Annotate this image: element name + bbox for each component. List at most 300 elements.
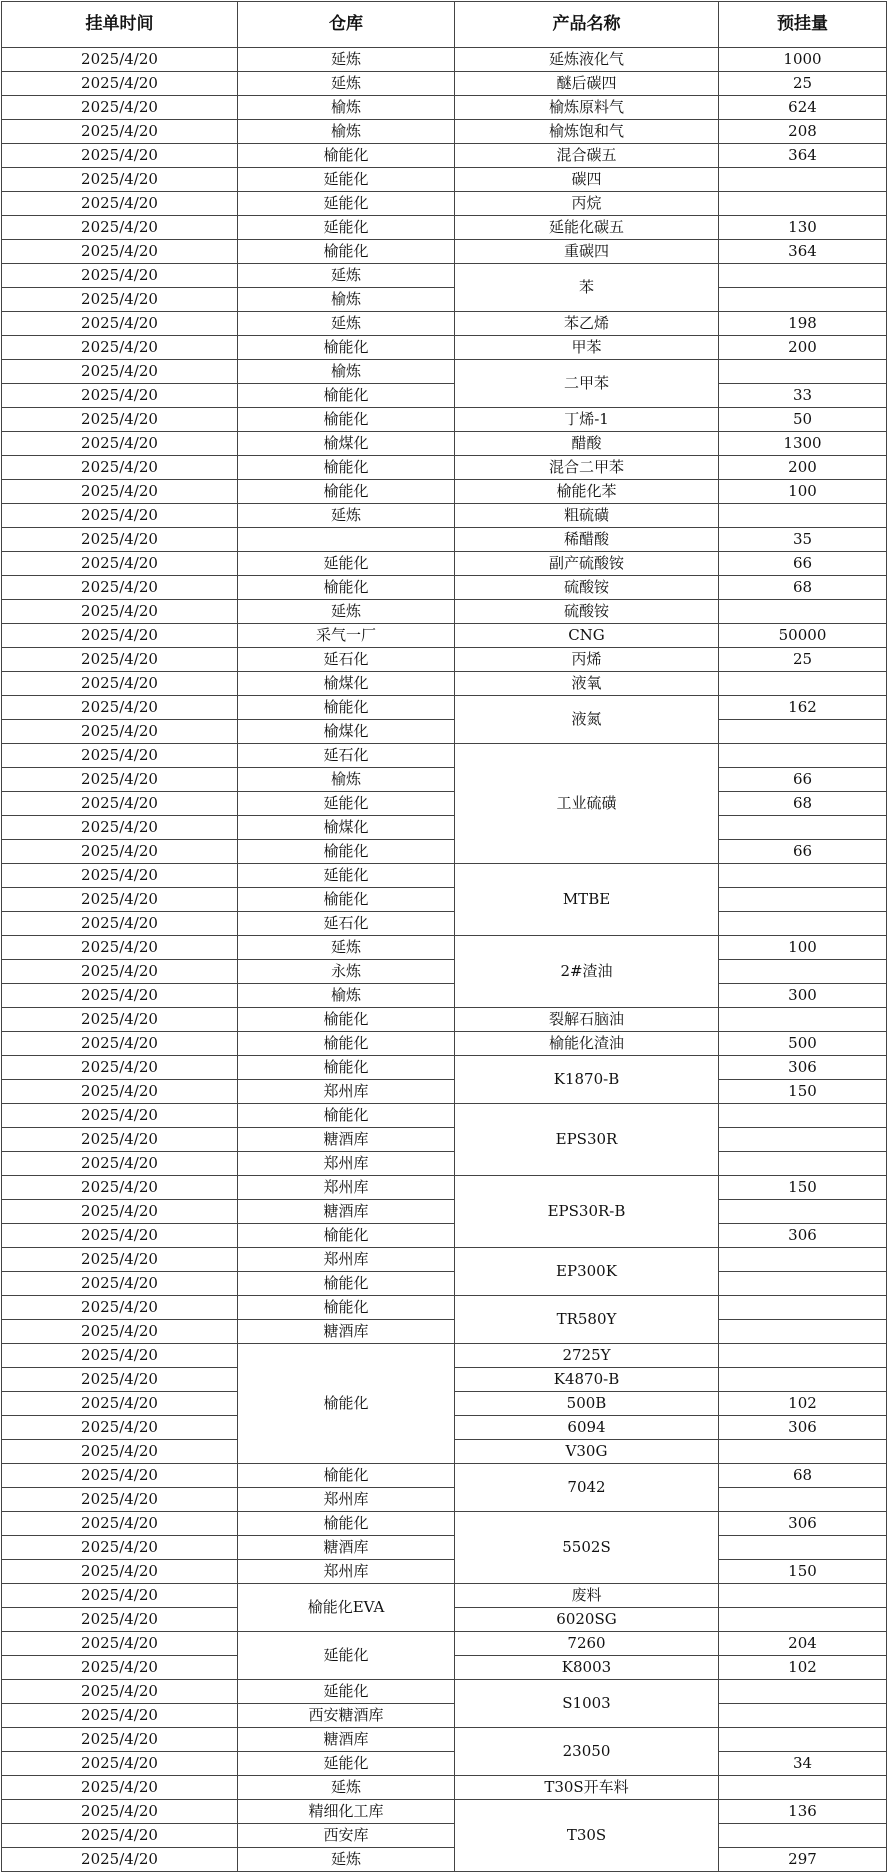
cell-date: 2025/4/20 bbox=[2, 744, 238, 768]
cell-date: 2025/4/20 bbox=[2, 1584, 238, 1608]
cell-product: V30G bbox=[455, 1440, 719, 1464]
table-row bbox=[2, 1200, 887, 1224]
cell-quantity bbox=[719, 1680, 887, 1704]
cell-quantity bbox=[719, 912, 887, 936]
cell-warehouse: 榆能化EVA bbox=[238, 1584, 455, 1632]
cell-date: 2025/4/20 bbox=[2, 336, 238, 360]
cell-date: 2025/4/20 bbox=[2, 216, 238, 240]
cell-date: 2025/4/20 bbox=[2, 144, 238, 168]
cell-warehouse: 榆能化 bbox=[238, 1056, 455, 1080]
table-row bbox=[2, 1032, 887, 1056]
cell-product: S1003 bbox=[455, 1680, 719, 1728]
table-row bbox=[2, 1728, 887, 1752]
table-row bbox=[2, 216, 887, 240]
cell-product: 丁烯-1 bbox=[455, 408, 719, 432]
cell-date: 2025/4/20 bbox=[2, 192, 238, 216]
cell-product: 6094 bbox=[455, 1416, 719, 1440]
table-row bbox=[2, 480, 887, 504]
table-row bbox=[2, 288, 887, 312]
cell-warehouse: 延炼 bbox=[238, 1776, 455, 1800]
header-product: 产品名称 bbox=[455, 2, 719, 48]
cell-warehouse: 榆煤化 bbox=[238, 816, 455, 840]
cell-quantity: 100 bbox=[719, 480, 887, 504]
cell-quantity: 624 bbox=[719, 96, 887, 120]
cell-warehouse: 榆能化 bbox=[238, 840, 455, 864]
table-row bbox=[2, 1272, 887, 1296]
table-row bbox=[2, 1800, 887, 1824]
cell-quantity bbox=[719, 168, 887, 192]
cell-warehouse: 榆能化 bbox=[238, 456, 455, 480]
cell-quantity: 130 bbox=[719, 216, 887, 240]
table-row bbox=[2, 888, 887, 912]
cell-quantity bbox=[719, 360, 887, 384]
cell-product: 裂解石脑油 bbox=[455, 1008, 719, 1032]
cell-warehouse: 采气一厂 bbox=[238, 624, 455, 648]
cell-quantity bbox=[719, 864, 887, 888]
table-row bbox=[2, 600, 887, 624]
cell-product: 苯 bbox=[455, 264, 719, 312]
cell-warehouse: 郑州库 bbox=[238, 1176, 455, 1200]
table-row bbox=[2, 1776, 887, 1800]
cell-quantity: 66 bbox=[719, 768, 887, 792]
cell-product: 混合碳五 bbox=[455, 144, 719, 168]
table-row bbox=[2, 720, 887, 744]
cell-quantity: 66 bbox=[719, 552, 887, 576]
cell-warehouse: 西安糖酒库 bbox=[238, 1704, 455, 1728]
cell-product: 苯乙烯 bbox=[455, 312, 719, 336]
table-row bbox=[2, 120, 887, 144]
table-row bbox=[2, 624, 887, 648]
cell-warehouse: 榆能化 bbox=[238, 1296, 455, 1320]
table-row bbox=[2, 1464, 887, 1488]
table-row bbox=[2, 1632, 887, 1656]
cell-product: CNG bbox=[455, 624, 719, 648]
cell-date: 2025/4/20 bbox=[2, 1488, 238, 1512]
table-row bbox=[2, 912, 887, 936]
cell-date: 2025/4/20 bbox=[2, 432, 238, 456]
table-row bbox=[2, 1824, 887, 1848]
cell-product: 硫酸铵 bbox=[455, 600, 719, 624]
cell-date: 2025/4/20 bbox=[2, 1824, 238, 1848]
cell-quantity bbox=[719, 1488, 887, 1512]
table-row bbox=[2, 552, 887, 576]
cell-warehouse: 西安库 bbox=[238, 1824, 455, 1848]
cell-date: 2025/4/20 bbox=[2, 552, 238, 576]
cell-date: 2025/4/20 bbox=[2, 768, 238, 792]
table-row bbox=[2, 696, 887, 720]
cell-date: 2025/4/20 bbox=[2, 1152, 238, 1176]
cell-product: 榆炼原料气 bbox=[455, 96, 719, 120]
cell-date: 2025/4/20 bbox=[2, 456, 238, 480]
cell-quantity bbox=[719, 1536, 887, 1560]
cell-date: 2025/4/20 bbox=[2, 1800, 238, 1824]
cell-quantity bbox=[719, 192, 887, 216]
cell-quantity: 34 bbox=[719, 1752, 887, 1776]
table-row bbox=[2, 1176, 887, 1200]
cell-quantity bbox=[719, 1008, 887, 1032]
table-row bbox=[2, 744, 887, 768]
cell-warehouse: 延能化 bbox=[238, 552, 455, 576]
cell-product: K1870-B bbox=[455, 1056, 719, 1104]
cell-date: 2025/4/20 bbox=[2, 672, 238, 696]
cell-date: 2025/4/20 bbox=[2, 1392, 238, 1416]
cell-date: 2025/4/20 bbox=[2, 264, 238, 288]
cell-quantity bbox=[719, 1128, 887, 1152]
table-row bbox=[2, 456, 887, 480]
cell-date: 2025/4/20 bbox=[2, 96, 238, 120]
cell-date: 2025/4/20 bbox=[2, 624, 238, 648]
cell-quantity bbox=[719, 1704, 887, 1728]
table-row bbox=[2, 1680, 887, 1704]
table-row bbox=[2, 72, 887, 96]
cell-date: 2025/4/20 bbox=[2, 720, 238, 744]
cell-warehouse: 郑州库 bbox=[238, 1248, 455, 1272]
table-row bbox=[2, 672, 887, 696]
cell-date: 2025/4/20 bbox=[2, 72, 238, 96]
cell-date: 2025/4/20 bbox=[2, 792, 238, 816]
cell-date: 2025/4/20 bbox=[2, 1224, 238, 1248]
cell-warehouse: 榆煤化 bbox=[238, 672, 455, 696]
cell-warehouse: 榆能化 bbox=[238, 1512, 455, 1536]
cell-date: 2025/4/20 bbox=[2, 1008, 238, 1032]
cell-date: 2025/4/20 bbox=[2, 816, 238, 840]
cell-product: 榆能化苯 bbox=[455, 480, 719, 504]
cell-quantity: 1300 bbox=[719, 432, 887, 456]
table-row bbox=[2, 1320, 887, 1344]
table-row bbox=[2, 1008, 887, 1032]
cell-quantity bbox=[719, 1824, 887, 1848]
table-body bbox=[2, 48, 887, 1872]
table-row bbox=[2, 1296, 887, 1320]
cell-date: 2025/4/20 bbox=[2, 1776, 238, 1800]
cell-product: 5502S bbox=[455, 1512, 719, 1584]
cell-product: 延能化碳五 bbox=[455, 216, 719, 240]
cell-warehouse: 榆能化 bbox=[238, 1344, 455, 1464]
cell-date: 2025/4/20 bbox=[2, 1752, 238, 1776]
cell-quantity: 300 bbox=[719, 984, 887, 1008]
cell-date: 2025/4/20 bbox=[2, 1176, 238, 1200]
table-row bbox=[2, 240, 887, 264]
cell-quantity bbox=[719, 1296, 887, 1320]
header-row bbox=[2, 2, 887, 48]
cell-date: 2025/4/20 bbox=[2, 1416, 238, 1440]
cell-quantity bbox=[719, 720, 887, 744]
table-row bbox=[2, 192, 887, 216]
table-row bbox=[2, 984, 887, 1008]
cell-quantity: 500 bbox=[719, 1032, 887, 1056]
cell-warehouse: 榆能化 bbox=[238, 576, 455, 600]
cell-product: K4870-B bbox=[455, 1368, 719, 1392]
table-row bbox=[2, 1248, 887, 1272]
cell-product: 甲苯 bbox=[455, 336, 719, 360]
cell-warehouse: 榆能化 bbox=[238, 1272, 455, 1296]
cell-quantity bbox=[719, 1776, 887, 1800]
cell-quantity: 1000 bbox=[719, 48, 887, 72]
cell-date: 2025/4/20 bbox=[2, 528, 238, 552]
cell-quantity bbox=[719, 1248, 887, 1272]
table-row bbox=[2, 816, 887, 840]
cell-product: 液氧 bbox=[455, 672, 719, 696]
cell-product: 稀醋酸 bbox=[455, 528, 719, 552]
cell-product: EPS30R bbox=[455, 1104, 719, 1176]
cell-quantity: 33 bbox=[719, 384, 887, 408]
cell-product: 碳四 bbox=[455, 168, 719, 192]
cell-quantity: 50 bbox=[719, 408, 887, 432]
cell-product: 500B bbox=[455, 1392, 719, 1416]
cell-quantity bbox=[719, 960, 887, 984]
cell-quantity: 162 bbox=[719, 696, 887, 720]
cell-quantity: 200 bbox=[719, 456, 887, 480]
table-row bbox=[2, 1560, 887, 1584]
cell-quantity bbox=[719, 288, 887, 312]
cell-product: T30S开车料 bbox=[455, 1776, 719, 1800]
table-row bbox=[2, 1080, 887, 1104]
table-row bbox=[2, 576, 887, 600]
table-row bbox=[2, 1344, 887, 1368]
cell-product: 废料 bbox=[455, 1584, 719, 1608]
cell-quantity: 198 bbox=[719, 312, 887, 336]
table-row bbox=[2, 1536, 887, 1560]
cell-quantity bbox=[719, 1440, 887, 1464]
cell-warehouse: 郑州库 bbox=[238, 1080, 455, 1104]
cell-warehouse: 榆能化 bbox=[238, 384, 455, 408]
cell-date: 2025/4/20 bbox=[2, 696, 238, 720]
cell-warehouse: 延炼 bbox=[238, 504, 455, 528]
cell-quantity bbox=[719, 1368, 887, 1392]
cell-quantity bbox=[719, 1584, 887, 1608]
cell-date: 2025/4/20 bbox=[2, 360, 238, 384]
cell-date: 2025/4/20 bbox=[2, 1536, 238, 1560]
cell-quantity: 68 bbox=[719, 1464, 887, 1488]
cell-product: T30S bbox=[455, 1800, 719, 1872]
table-row bbox=[2, 48, 887, 72]
cell-warehouse: 榆能化 bbox=[238, 408, 455, 432]
cell-date: 2025/4/20 bbox=[2, 1368, 238, 1392]
table-row bbox=[2, 792, 887, 816]
cell-date: 2025/4/20 bbox=[2, 480, 238, 504]
cell-product: 7260 bbox=[455, 1632, 719, 1656]
cell-warehouse: 延能化 bbox=[238, 1680, 455, 1704]
table-row bbox=[2, 408, 887, 432]
cell-product: 榆炼饱和气 bbox=[455, 120, 719, 144]
cell-date: 2025/4/20 bbox=[2, 1056, 238, 1080]
cell-date: 2025/4/20 bbox=[2, 840, 238, 864]
pending-orders-table bbox=[1, 1, 887, 1872]
cell-warehouse: 延炼 bbox=[238, 936, 455, 960]
cell-warehouse: 延炼 bbox=[238, 48, 455, 72]
cell-product: 液氮 bbox=[455, 696, 719, 744]
cell-product: EP300K bbox=[455, 1248, 719, 1296]
cell-product: 二甲苯 bbox=[455, 360, 719, 408]
table-row bbox=[2, 432, 887, 456]
cell-date: 2025/4/20 bbox=[2, 1512, 238, 1536]
cell-date: 2025/4/20 bbox=[2, 1680, 238, 1704]
cell-date: 2025/4/20 bbox=[2, 384, 238, 408]
cell-warehouse: 延炼 bbox=[238, 1848, 455, 1872]
table-row bbox=[2, 96, 887, 120]
cell-quantity bbox=[719, 264, 887, 288]
cell-warehouse: 精细化工库 bbox=[238, 1800, 455, 1824]
cell-warehouse: 延能化 bbox=[238, 1752, 455, 1776]
cell-quantity: 297 bbox=[719, 1848, 887, 1872]
cell-quantity: 102 bbox=[719, 1392, 887, 1416]
cell-quantity bbox=[719, 1104, 887, 1128]
cell-warehouse: 延石化 bbox=[238, 744, 455, 768]
header-quantity: 预挂量 bbox=[719, 2, 887, 48]
table-row bbox=[2, 384, 887, 408]
cell-quantity: 25 bbox=[719, 72, 887, 96]
cell-warehouse: 延能化 bbox=[238, 864, 455, 888]
cell-quantity: 66 bbox=[719, 840, 887, 864]
cell-warehouse: 延能化 bbox=[238, 1632, 455, 1680]
cell-quantity bbox=[719, 672, 887, 696]
cell-date: 2025/4/20 bbox=[2, 240, 238, 264]
cell-warehouse: 延石化 bbox=[238, 912, 455, 936]
cell-warehouse: 延能化 bbox=[238, 216, 455, 240]
cell-product: TR580Y bbox=[455, 1296, 719, 1344]
cell-warehouse: 榆炼 bbox=[238, 96, 455, 120]
cell-quantity: 100 bbox=[719, 936, 887, 960]
table-row bbox=[2, 528, 887, 552]
cell-product: 硫酸铵 bbox=[455, 576, 719, 600]
cell-date: 2025/4/20 bbox=[2, 1560, 238, 1584]
cell-product: 丙烷 bbox=[455, 192, 719, 216]
cell-warehouse bbox=[238, 528, 455, 552]
cell-date: 2025/4/20 bbox=[2, 1344, 238, 1368]
cell-date: 2025/4/20 bbox=[2, 48, 238, 72]
cell-product: MTBE bbox=[455, 864, 719, 936]
cell-product: 延炼液化气 bbox=[455, 48, 719, 72]
table-row bbox=[2, 960, 887, 984]
cell-warehouse: 榆炼 bbox=[238, 120, 455, 144]
cell-product: K8003 bbox=[455, 1656, 719, 1680]
cell-date: 2025/4/20 bbox=[2, 168, 238, 192]
table-row bbox=[2, 336, 887, 360]
cell-date: 2025/4/20 bbox=[2, 1296, 238, 1320]
cell-quantity: 150 bbox=[719, 1176, 887, 1200]
cell-product: EPS30R-B bbox=[455, 1176, 719, 1248]
cell-product: 重碳四 bbox=[455, 240, 719, 264]
cell-quantity bbox=[719, 888, 887, 912]
cell-warehouse: 榆炼 bbox=[238, 288, 455, 312]
table-row bbox=[2, 1104, 887, 1128]
cell-quantity: 364 bbox=[719, 144, 887, 168]
cell-warehouse: 榆能化 bbox=[238, 1032, 455, 1056]
cell-warehouse: 延能化 bbox=[238, 192, 455, 216]
cell-product: 副产硫酸铵 bbox=[455, 552, 719, 576]
cell-date: 2025/4/20 bbox=[2, 1608, 238, 1632]
table-row bbox=[2, 936, 887, 960]
cell-date: 2025/4/20 bbox=[2, 1632, 238, 1656]
cell-warehouse: 糖酒库 bbox=[238, 1320, 455, 1344]
cell-product: 6020SG bbox=[455, 1608, 719, 1632]
cell-warehouse: 榆能化 bbox=[238, 888, 455, 912]
cell-quantity bbox=[719, 600, 887, 624]
cell-quantity: 68 bbox=[719, 792, 887, 816]
cell-quantity bbox=[719, 1728, 887, 1752]
table-row bbox=[2, 144, 887, 168]
table-row bbox=[2, 1488, 887, 1512]
cell-warehouse: 榆能化 bbox=[238, 144, 455, 168]
cell-quantity: 150 bbox=[719, 1560, 887, 1584]
table-row bbox=[2, 840, 887, 864]
cell-date: 2025/4/20 bbox=[2, 1656, 238, 1680]
cell-warehouse: 郑州库 bbox=[238, 1152, 455, 1176]
cell-date: 2025/4/20 bbox=[2, 648, 238, 672]
cell-date: 2025/4/20 bbox=[2, 1200, 238, 1224]
cell-quantity: 364 bbox=[719, 240, 887, 264]
cell-quantity: 306 bbox=[719, 1056, 887, 1080]
table-row bbox=[2, 648, 887, 672]
cell-quantity bbox=[719, 504, 887, 528]
cell-quantity: 102 bbox=[719, 1656, 887, 1680]
cell-warehouse: 永炼 bbox=[238, 960, 455, 984]
cell-quantity: 136 bbox=[719, 1800, 887, 1824]
table-row bbox=[2, 1584, 887, 1608]
cell-warehouse: 榆能化 bbox=[238, 336, 455, 360]
cell-quantity: 150 bbox=[719, 1080, 887, 1104]
cell-product: 醋酸 bbox=[455, 432, 719, 456]
cell-product: 混合二甲苯 bbox=[455, 456, 719, 480]
cell-warehouse: 榆能化 bbox=[238, 1224, 455, 1248]
cell-warehouse: 榆能化 bbox=[238, 480, 455, 504]
cell-date: 2025/4/20 bbox=[2, 984, 238, 1008]
cell-quantity bbox=[719, 1200, 887, 1224]
cell-date: 2025/4/20 bbox=[2, 864, 238, 888]
cell-date: 2025/4/20 bbox=[2, 1080, 238, 1104]
table-row bbox=[2, 312, 887, 336]
table-row bbox=[2, 1224, 887, 1248]
cell-warehouse: 延能化 bbox=[238, 792, 455, 816]
cell-date: 2025/4/20 bbox=[2, 408, 238, 432]
cell-product: 粗硫磺 bbox=[455, 504, 719, 528]
table-row bbox=[2, 864, 887, 888]
cell-warehouse: 榆能化 bbox=[238, 240, 455, 264]
cell-date: 2025/4/20 bbox=[2, 1032, 238, 1056]
table-row bbox=[2, 1056, 887, 1080]
cell-warehouse: 郑州库 bbox=[238, 1560, 455, 1584]
cell-warehouse: 榆炼 bbox=[238, 984, 455, 1008]
cell-date: 2025/4/20 bbox=[2, 120, 238, 144]
cell-quantity: 25 bbox=[719, 648, 887, 672]
cell-warehouse: 榆能化 bbox=[238, 1464, 455, 1488]
cell-date: 2025/4/20 bbox=[2, 504, 238, 528]
cell-warehouse: 郑州库 bbox=[238, 1488, 455, 1512]
cell-date: 2025/4/20 bbox=[2, 1464, 238, 1488]
table-row bbox=[2, 264, 887, 288]
cell-warehouse: 榆煤化 bbox=[238, 720, 455, 744]
table-row bbox=[2, 1848, 887, 1872]
table-row bbox=[2, 1752, 887, 1776]
cell-date: 2025/4/20 bbox=[2, 1440, 238, 1464]
cell-product: 7042 bbox=[455, 1464, 719, 1512]
table-row bbox=[2, 1128, 887, 1152]
cell-quantity: 35 bbox=[719, 528, 887, 552]
cell-warehouse: 榆能化 bbox=[238, 696, 455, 720]
header-date: 挂单时间 bbox=[2, 2, 238, 48]
cell-warehouse: 榆能化 bbox=[238, 1008, 455, 1032]
table-row bbox=[2, 168, 887, 192]
table-row bbox=[2, 360, 887, 384]
cell-warehouse: 延石化 bbox=[238, 648, 455, 672]
cell-date: 2025/4/20 bbox=[2, 1320, 238, 1344]
cell-quantity bbox=[719, 1608, 887, 1632]
cell-date: 2025/4/20 bbox=[2, 1248, 238, 1272]
cell-product: 2725Y bbox=[455, 1344, 719, 1368]
cell-product: 2#渣油 bbox=[455, 936, 719, 1008]
cell-date: 2025/4/20 bbox=[2, 960, 238, 984]
cell-warehouse: 糖酒库 bbox=[238, 1128, 455, 1152]
